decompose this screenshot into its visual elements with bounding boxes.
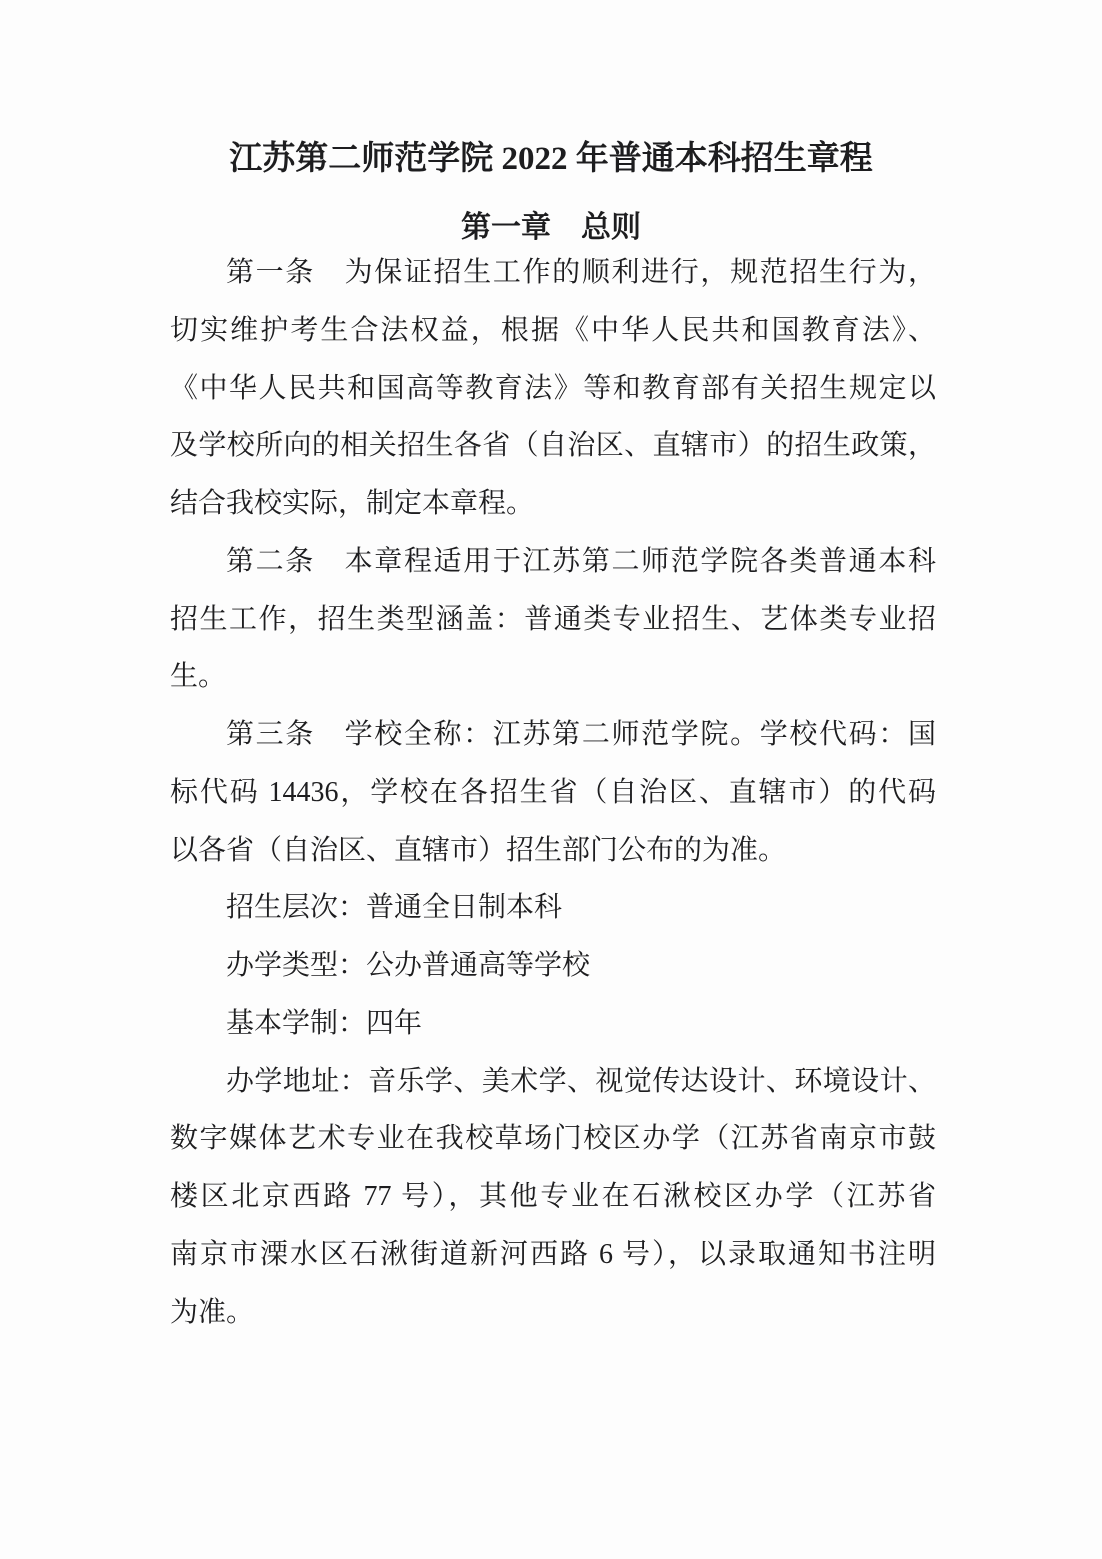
text-line: 生。 — [170, 661, 227, 693]
chapter-heading: 第一章 总则 — [461, 211, 641, 244]
paragraph-article-2 — [170, 533, 936, 706]
text-line: 南京市溧水区石湫街道新河西路 6 号），以录取通知书注明 — [170, 1238, 936, 1270]
paragraph-article-1 — [170, 244, 936, 533]
text-line: 第一条 为保证招生工作的顺利进行，规范招生行为， — [226, 257, 936, 288]
text-line: 招生层次：普通全日制本科 — [226, 892, 563, 924]
text-line: 楼区北京西路 77 号），其他专业在石湫校区办学（江苏省 — [170, 1181, 936, 1212]
text-line: 《中华人民共和国高等教育法》等和教育部有关招生规定以 — [170, 372, 936, 404]
text-line: 结合我校实际，制定本章程。 — [170, 488, 535, 519]
text-line: 以各省（自治区、直辖市）招生部门公布的为准。 — [170, 834, 787, 866]
document-body — [170, 244, 936, 1341]
document-title: 江苏第二师范学院 2022 年普通本科招生章程 — [229, 141, 873, 177]
text-line: 办学地址：音乐学、美术学、视觉传达设计、环境设计、 — [226, 1065, 936, 1097]
text-line: 及学校所向的相关招生各省（自治区、直辖市）的招生政策， — [170, 430, 936, 462]
text-line: 标代码 14436，学校在各招生省（自治区、直辖市）的代码 — [170, 776, 936, 808]
text-line: 为准。 — [170, 1296, 255, 1328]
text-line: 招生工作，招生类型涵盖：普通类专业招生、艺体类专业招 — [170, 603, 936, 635]
text-line: 数字媒体艺术专业在我校草场门校区办学（江苏省南京市鼓 — [170, 1123, 936, 1155]
paragraph-campus-address — [170, 1053, 936, 1342]
text-line: 办学类型：公办普通高等学校 — [226, 950, 591, 981]
text-line: 切实维护考生合法权益，根据《中华人民共和国教育法》、 — [170, 314, 936, 346]
paragraph-article-3 — [170, 706, 936, 879]
text-line: 第二条 本章程适用于江苏第二师范学院各类普通本科 — [226, 545, 936, 577]
text-line: 第三条 学校全称：江苏第二师范学院。学校代码：国 — [226, 719, 936, 750]
paragraph-school-type — [170, 937, 936, 995]
paragraph-study-duration — [170, 995, 936, 1053]
paragraph-admission-level — [170, 879, 936, 937]
text-line: 基本学制：四年 — [226, 1007, 423, 1039]
